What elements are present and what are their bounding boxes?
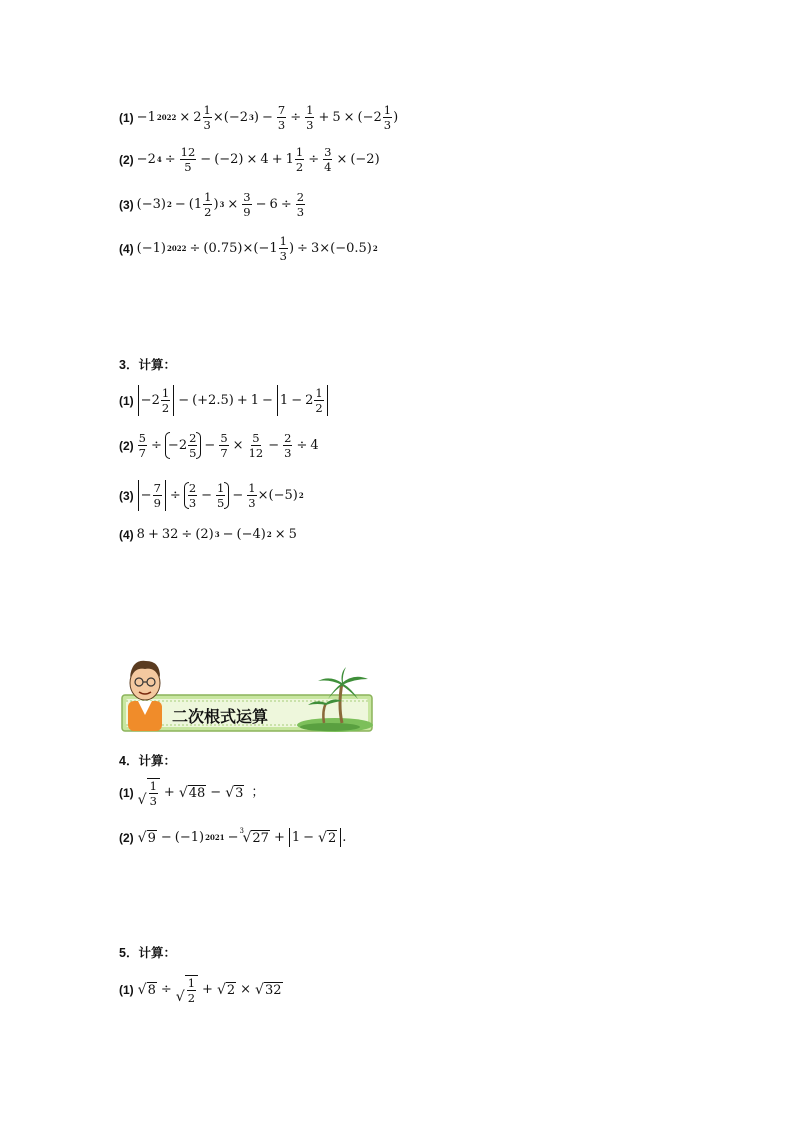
- problem-3-expression-3: (3) − $\frac{7}{9}$ ÷ 2 3 − $\frac{1}{5}$ − $\frac{1}{3}$ × (−5) 2: [119, 481, 304, 511]
- banner-title: 二次根式运算: [172, 707, 269, 726]
- minus-sign: −: [227, 830, 239, 845]
- plus-sign: +: [163, 785, 175, 801]
- term: (−0.5): [330, 241, 372, 257]
- plus-sign: +: [273, 830, 285, 845]
- div-sign: ÷: [308, 152, 320, 168]
- item-label: (3): [119, 197, 134, 212]
- square-root: √ 1 2: [176, 975, 198, 1004]
- cube-root: 3 √ 27: [239, 827, 269, 846]
- times-sign: ×: [242, 241, 254, 257]
- div-sign: ÷: [297, 241, 308, 257]
- item-label: (1): [119, 785, 134, 800]
- times-sign: ×: [232, 438, 244, 454]
- item-label: (1): [119, 110, 134, 125]
- item-label: (2): [119, 152, 134, 167]
- item-label: (1): [119, 982, 134, 997]
- times-sign: ×: [179, 110, 191, 126]
- section-banner: [120, 655, 375, 735]
- times-sign: ×: [246, 152, 258, 168]
- term: (−5): [268, 488, 298, 504]
- minus-sign: −: [255, 197, 267, 213]
- plus-sign: +: [318, 110, 330, 126]
- div-sign: ÷: [290, 110, 302, 126]
- div-sign: ÷: [181, 527, 193, 542]
- term: ): [288, 241, 295, 257]
- square-root: √ 9: [137, 830, 156, 846]
- item-label: (3): [119, 488, 134, 503]
- term: ): [393, 110, 399, 126]
- minus-sign: −: [232, 488, 244, 504]
- minus-sign: −: [210, 785, 222, 801]
- fraction: $\frac{12}{5}$: [180, 145, 196, 175]
- fraction: $\frac{3}{4}$: [324, 145, 332, 175]
- problem-title: 计算：: [138, 946, 176, 960]
- term: 8: [136, 527, 145, 542]
- term: (−1: [253, 241, 278, 257]
- problem-5-expression-1: [119, 975, 284, 1004]
- fraction: 1 2: [204, 190, 212, 220]
- expression-4: (4) (−1) 2022 ÷ (0.75) × (−1 1 3 ) ÷ 3 × (−0.5) 2: [119, 234, 378, 264]
- minus-sign: −: [268, 438, 280, 454]
- div-sign: ÷: [164, 152, 176, 168]
- expression-1: (1) − 1 2022 × 2 $\frac{1}{3}$ × (−2 3 ) − $\frac{7}{3}$ ÷ $\frac{1}{3}$ + 5 × (−2 1 3 ): [119, 103, 399, 133]
- plus-sign: +: [147, 527, 159, 542]
- problem-number: 5．: [119, 946, 139, 960]
- fraction: $\frac{2}{3}$: [296, 190, 305, 220]
- suffix: ；: [251, 785, 265, 801]
- item-label: (2): [119, 830, 134, 845]
- problem-4-expression-1: [119, 778, 264, 807]
- fraction: $\frac{7}{3}$: [277, 103, 286, 133]
- term: ): [213, 197, 219, 213]
- problem-number: 3．: [119, 358, 139, 372]
- times-sign: ×: [274, 527, 286, 542]
- problem-title: 计算：: [138, 358, 176, 372]
- exponent: 2021: [205, 833, 225, 842]
- square-root: √ 1 3: [138, 778, 160, 807]
- absolute-value: 1 − 2 $\frac{1}{2}$: [277, 385, 328, 416]
- square-root: √ 3: [225, 785, 244, 802]
- problem-4-expression-2: [119, 828, 346, 847]
- fraction: $\frac{5}{12}$: [248, 431, 264, 461]
- problem-3-expression-4: (4) 8 + 32 ÷ (2) 3 − (−4) 2 × 5: [119, 527, 297, 542]
- minus-sign: −: [136, 110, 148, 126]
- absolute-value: − $\frac{7}{9}$: [138, 480, 166, 511]
- div-sign: ÷: [169, 488, 181, 504]
- div-sign: ÷: [189, 241, 201, 257]
- term: (−2: [223, 110, 249, 126]
- absolute-value: 1 − √ 2: [289, 828, 341, 847]
- problem-4-heading: [119, 751, 176, 769]
- times-sign: ×: [257, 488, 269, 504]
- term: (−2: [357, 110, 382, 126]
- exponent: 2022: [156, 113, 177, 123]
- times-sign: ×: [212, 110, 224, 126]
- term: (−2): [214, 152, 244, 168]
- expression-3: (3) (−3) 2 − (1 1 2 ) 3 × $\frac{3}{9}$ − 6 ÷ $\frac{2}{3}$: [119, 190, 305, 220]
- fraction: $\frac{3}{9}$: [243, 190, 251, 220]
- term: (0.75): [203, 241, 243, 257]
- times-sign: ×: [336, 152, 348, 168]
- term: 5: [332, 110, 341, 126]
- plus-sign: +: [271, 152, 283, 168]
- problem-5-heading: [119, 943, 176, 961]
- times-sign: ×: [343, 110, 355, 126]
- square-root: √ 2: [216, 982, 236, 999]
- term: (−4): [236, 527, 266, 542]
- fraction: $\frac{1}{3}$: [306, 103, 314, 133]
- fraction: $\frac{1}{3}$: [248, 481, 256, 511]
- problem-number: 4．: [119, 754, 139, 768]
- suffix: .: [342, 830, 347, 845]
- div-sign: ÷: [296, 438, 308, 454]
- minus-sign: −: [262, 393, 273, 409]
- problem-title: 计算：: [138, 754, 176, 768]
- exponent: 2022: [166, 244, 187, 254]
- fraction: 1 3: [383, 103, 392, 133]
- plus-sign: +: [202, 982, 213, 998]
- square-root: √ 48: [178, 785, 206, 802]
- problem-3-expression-2: (2) $\frac{5}{7}$ ÷ − 2 $\frac{2}{5}$ − $\frac{5}{7}$ × $\frac{5}{12}$ − $\frac{2}{3}$ ÷ 4: [119, 431, 319, 461]
- problem-3-expression-1: (1) − 2 $\frac{1}{2}$ − (+2.5) + 1 − 1 − 2 $\frac{1}{2}$: [119, 385, 329, 416]
- times-sign: ×: [319, 241, 331, 257]
- minus-sign: −: [178, 393, 190, 409]
- minus-sign: −: [174, 197, 186, 213]
- fraction: 1 3: [279, 234, 287, 264]
- term: 4: [260, 152, 269, 168]
- term: (−1): [174, 830, 205, 845]
- item-label: (4): [119, 241, 134, 256]
- minus-sign: −: [222, 527, 234, 542]
- minus-sign: −: [204, 438, 216, 454]
- fraction: $\frac{5}{7}$: [220, 431, 228, 461]
- minus-sign: −: [261, 110, 273, 126]
- div-sign: ÷: [280, 197, 292, 213]
- square-root: √ 32: [255, 982, 282, 999]
- times-sign: ×: [240, 982, 252, 998]
- parenthesis-group: − 2 $\frac{2}{5}$: [165, 432, 202, 459]
- div-sign: ÷: [151, 438, 162, 454]
- minus-sign: −: [160, 830, 172, 845]
- square-root: √ 8: [137, 982, 156, 999]
- term: (2): [195, 527, 214, 542]
- fraction: $\frac{5}{7}$: [138, 431, 146, 461]
- term: (+2.5): [192, 393, 234, 409]
- minus-sign: −: [136, 152, 148, 168]
- div-sign: ÷: [160, 982, 172, 998]
- times-sign: ×: [227, 197, 239, 213]
- term: (−2): [350, 152, 380, 168]
- plus-sign: +: [236, 393, 248, 409]
- item-label: (1): [119, 393, 134, 408]
- fraction: $\frac{1}{3}$: [203, 103, 211, 133]
- problem-3-heading: [119, 355, 176, 373]
- minus-sign: −: [200, 152, 212, 168]
- term: (1: [188, 197, 203, 213]
- term: (−1): [136, 241, 166, 257]
- item-label: (2): [119, 438, 134, 453]
- term: (−3): [136, 197, 166, 213]
- parenthesis-group: 2 3 − $\frac{1}{5}$: [184, 482, 230, 509]
- term: 6: [269, 197, 278, 213]
- fraction: $\frac{2}{3}$: [284, 431, 292, 461]
- fraction: $\frac{1}{2}$: [295, 145, 304, 175]
- term: 32: [161, 527, 179, 542]
- absolute-value: − 2 $\frac{1}{2}$: [138, 385, 175, 416]
- expression-2: (2) − 2 4 ÷ $\frac{12}{5}$ − (−2) × 4 + 1 $\frac{1}{2}$ ÷ $\frac{3}{4}$ × (−2): [119, 145, 380, 175]
- item-label: (4): [119, 527, 134, 542]
